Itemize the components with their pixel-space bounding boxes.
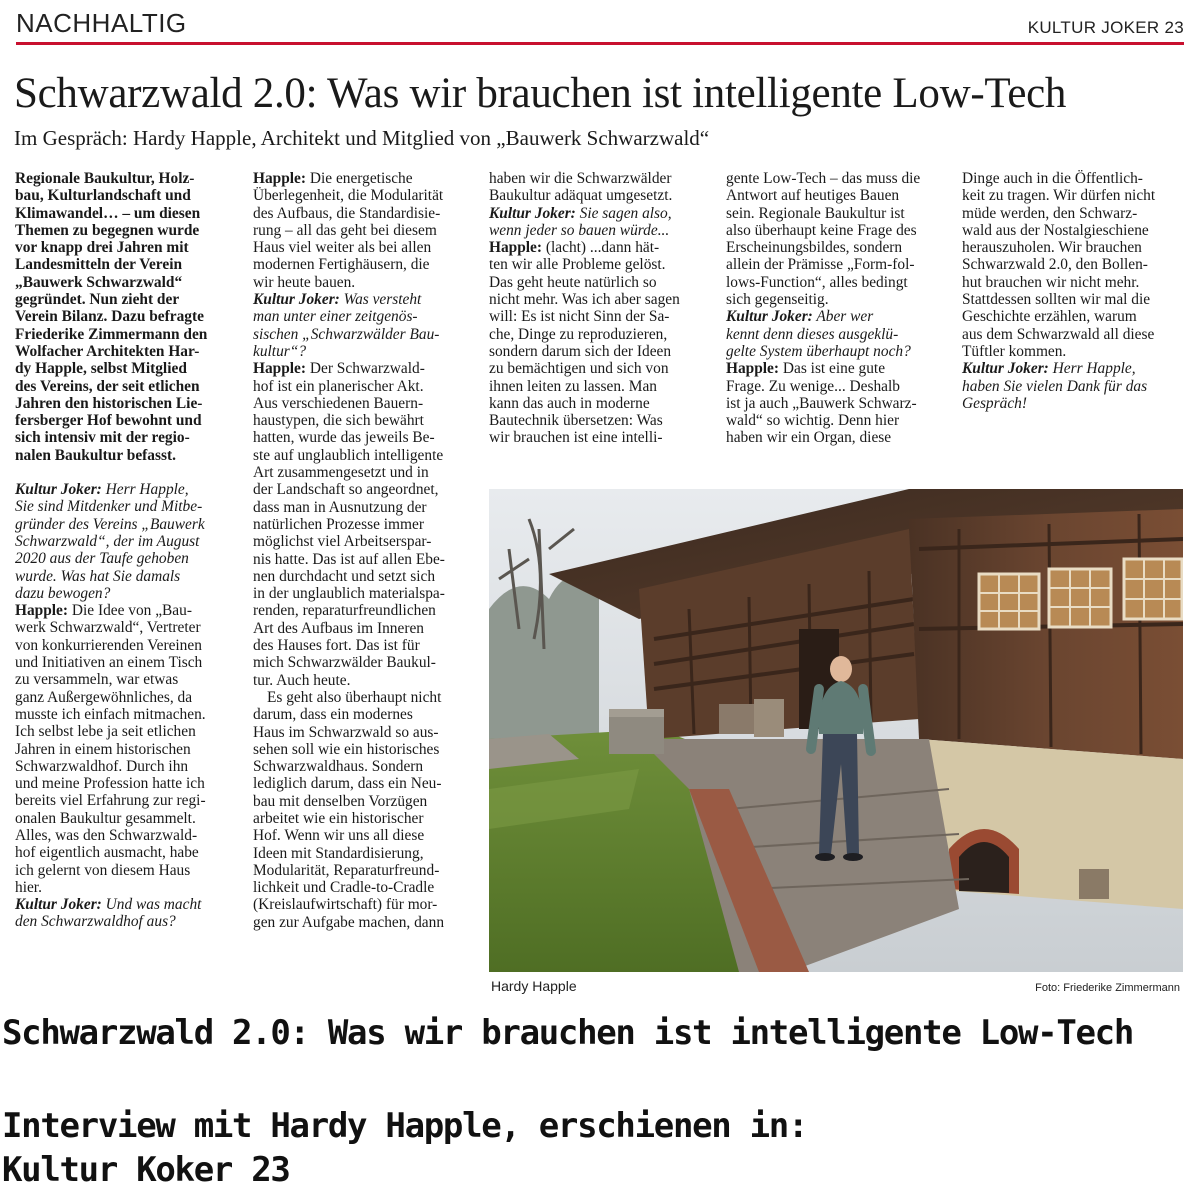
text-line: gegründet. Nun zieht der — [15, 291, 180, 309]
text-line: renden, reparaturfreundlichen — [253, 602, 436, 620]
text-line: haustypen, die sich bewährt — [253, 412, 424, 430]
text-line: gründer des Vereins „Bauwerk — [15, 515, 205, 533]
text-line: Friederike Zimmermann den — [15, 325, 208, 343]
article-column-4 — [726, 170, 947, 447]
text-line: Schwarzwald“, der im August — [15, 532, 200, 550]
text-line: Dinge auch in die Öffentlich- — [962, 170, 1143, 187]
question — [253, 291, 474, 360]
article-column-2 — [253, 170, 474, 931]
text-line: Aus verschiedenen Bauern- — [253, 394, 424, 412]
text-line: 2020 aus der Taufe gehoben — [15, 550, 189, 568]
text-line: wir heute bauen. — [253, 273, 356, 291]
page-header — [16, 6, 1184, 46]
article-column-3 — [489, 170, 711, 447]
text-line: Bautechnik übersetzen: Was — [489, 412, 663, 430]
text-line: ihnen leiten zu lassen. Man — [489, 377, 657, 395]
text-line: rung – all das geht bei diesem — [253, 221, 437, 239]
text-line: Haus viel weiter als bei allen — [253, 239, 432, 257]
text-line: Geschichte erzählen, warum — [962, 308, 1137, 326]
text-line: also überhaupt keine Frage des — [726, 221, 917, 239]
text-line: zu versammeln, war etwas — [15, 671, 179, 689]
text-line: sondern darum sich der Ideen — [489, 342, 672, 360]
text-line: und Initiativen an einem Tisch — [15, 654, 203, 672]
text-line: haben wir die Schwarzwälder — [489, 170, 672, 187]
text-line: ten wir alle Probleme gelöst. — [489, 256, 666, 274]
text-line: „Bauwerk Schwarzwald“ — [15, 273, 183, 291]
text-line: Art zusammengesetzt und in — [253, 464, 429, 482]
text-line: Happle: Das ist eine gute — [726, 360, 886, 378]
text-line: bereits viel Erfahrung zur regi- — [15, 792, 206, 810]
speaker-name: Kultur Joker: — [489, 204, 576, 222]
text-line: mich Schwarzwälder Baukul- — [253, 654, 436, 672]
text-line: sein. Regionale Baukultur ist — [726, 204, 905, 222]
text-line: haben Sie vielen Dank für das — [962, 377, 1148, 395]
text-line: che, Dinge zu reproduzieren, — [489, 325, 668, 343]
text-line: vor knapp drei Jahren mit — [15, 239, 189, 257]
text-line: haben wir ein Organ, diese — [726, 429, 892, 447]
text-line: fersberger Hof bewohnt und — [15, 412, 202, 430]
text-line: müde werden, den Schwarz- — [962, 204, 1138, 222]
text-line: Kultur Joker: Und was macht — [15, 896, 202, 914]
text-line: lichkeit und Cradle-to-Cradle — [253, 879, 435, 897]
text-line: kultur“? — [253, 342, 307, 360]
article-headline: Schwarzwald 2.0: Was wir brauchen ist intelligente Low-Tech — [14, 70, 1067, 117]
text-line: Ideen mit Standardisierung, — [253, 844, 424, 862]
publication-label: KULTUR JOKER 23 — [1027, 18, 1184, 37]
text-line: Kultur Joker: Herr Happle, — [15, 481, 189, 499]
text-line: Wolfacher Architekten Har- — [15, 342, 200, 360]
text-line: Happle: Der Schwarzwald- — [253, 360, 425, 378]
text-line: wir brauchen ist eine intelli- — [489, 429, 663, 447]
text-line: (Kreislaufwirtschaft) für mor- — [253, 896, 438, 914]
header-rule — [16, 42, 1184, 45]
text-line: des Aufbaus, die Standardisie- — [253, 204, 441, 222]
text-line: lediglich darum, dass ein Neu- — [253, 775, 442, 793]
text-line: Kultur Joker: Aber wer — [726, 308, 874, 326]
text-line: Schwarzwald 2.0, den Bollen- — [962, 256, 1148, 274]
text-line: wenn jeder so bauen würde... — [489, 221, 670, 239]
text-line: des Vereins, der seit etlichen — [15, 377, 200, 395]
text-line: keit zu tragen. Wir dürfen nicht — [962, 187, 1156, 205]
text-line: darum, dass ein modernes — [253, 706, 413, 724]
text-line: Ich selbst lebe ja seit etlichen — [15, 723, 196, 741]
text-line: wurde. Was hat Sie damals — [15, 567, 181, 585]
text-line: gente Low-Tech – das muss die — [726, 170, 921, 187]
speaker-name: Kultur Joker: — [15, 896, 102, 914]
answer — [253, 360, 474, 931]
text-line: Happle: (lacht) ...dann hät- — [489, 239, 660, 257]
text-line: sehen soll wie ein historisches — [253, 740, 440, 758]
text-line: Regionale Baukultur, Holz- — [15, 170, 195, 187]
text-line: wald aus der Nostalgieschiene — [962, 221, 1149, 239]
article-photo — [489, 489, 1183, 972]
text-line: Themen zu begegnen wurde — [15, 221, 200, 239]
text-line: Jahren in einem historischen — [15, 740, 191, 758]
question — [962, 360, 1183, 412]
text-line: Schwarzwaldhof. Durch ihn — [15, 757, 189, 775]
speaker-name: Happle: — [253, 170, 307, 187]
text-line: Schwarzwaldhaus. Sondern — [253, 758, 424, 776]
question — [726, 308, 947, 360]
bottom-source-line: Interview mit Hardy Happle, erschienen in: — [2, 1106, 808, 1146]
question — [489, 205, 711, 240]
text-line: des Hauses fort. Das ist für — [253, 637, 420, 655]
speaker-name: Happle: — [726, 360, 780, 378]
text-line: zu bemächtigen und sich von — [489, 360, 669, 378]
text-line: Haus im Schwarzwald so aus- — [253, 723, 439, 741]
text-line: ist ja auch „Bauwerk Schwarz- — [726, 394, 917, 412]
text-line: lows-Function“, alles bedingt — [726, 273, 908, 291]
text-line: dazu bewogen? — [15, 584, 111, 602]
text-line: gen zur Aufgabe machen, dann — [253, 913, 445, 931]
paragraph-gap — [15, 464, 237, 481]
article-column-5 — [962, 170, 1183, 412]
text-line: arbeitet wie ein historischer — [253, 809, 424, 827]
text-line: gelte System überhaupt noch? — [726, 342, 911, 360]
speaker-name: Kultur Joker: — [15, 481, 102, 499]
text-line: hier. — [15, 878, 42, 896]
answer — [15, 602, 237, 896]
text-line: Stattdessen sollten wir mal die — [962, 291, 1151, 309]
answer — [253, 170, 474, 291]
text-line: natürlichen Prozesse immer — [253, 515, 424, 533]
text-line: den Schwarzwaldhof aus? — [15, 913, 176, 931]
speaker-name: Kultur Joker: — [726, 308, 813, 326]
text-line: Hof. Wenn wir uns all diese — [253, 827, 425, 845]
text-line: tur. Auch heute. — [253, 671, 351, 689]
question — [15, 481, 237, 602]
text-line: Klimawandel… – um diesen — [15, 204, 201, 222]
text-line: Verein Bilanz. Dazu befragte — [15, 308, 204, 326]
text-line: hatten, wurde das jeweils Be- — [253, 429, 435, 447]
text-line: dass man in Ausnutzung der — [253, 498, 427, 516]
text-line: möglichst viel Arbeitserspar- — [253, 533, 432, 551]
text-line: onalen Baukultur gesammelt. — [15, 809, 196, 827]
text-line: nen durchdacht und setzt sich — [253, 567, 436, 585]
text-line: werk Schwarzwald“, Vertreter — [15, 619, 201, 637]
bottom-publication-line: Kultur Koker 23 — [2, 1150, 290, 1190]
text-line: nicht mehr. Was ich aber sagen — [489, 291, 680, 309]
bottom-title: Schwarzwald 2.0: Was wir brauchen ist intelligente Low-Tech — [2, 1013, 1134, 1053]
text-line: musste ich einfach mitmachen. — [15, 705, 206, 723]
text-line: will: Es ist nicht Sinn der Sa- — [489, 308, 670, 326]
text-line: Kultur Joker: Sie sagen also, — [489, 204, 672, 222]
photo-credit: Foto: Friederike Zimmermann — [1035, 982, 1180, 994]
text-line: Jahren den historischen Lie- — [15, 394, 203, 412]
text-line: wald“ so wichtig. Denn hier — [726, 412, 900, 430]
text-line: ganz Außergewöhnliches, da — [15, 688, 193, 706]
speaker-name: Happle: — [489, 239, 543, 257]
text-line: Kultur Joker: Herr Happle, — [962, 360, 1136, 378]
text-line: sischen „Schwarzwälder Bau- — [253, 325, 440, 343]
text-line: bau mit denselben Vorzügen — [253, 792, 428, 810]
text-line: und meine Profession hatte ich — [15, 775, 205, 793]
text-line: Happle: Die energetische — [253, 170, 413, 187]
text-line: aus dem Schwarzwald all diese — [962, 325, 1155, 343]
text-line: Gespräch! — [962, 394, 1027, 412]
speaker-name: Kultur Joker: — [962, 360, 1049, 378]
text-line: Kultur Joker: Was versteht — [253, 291, 422, 309]
text-line: Baukultur adäquat umgesetzt. — [489, 187, 673, 205]
text-line: Tüftler kommen. — [962, 342, 1067, 360]
text-line: Das geht heute natürlich so — [489, 273, 657, 291]
text-line: nis hatte. Das ist auf allen Ebe- — [253, 550, 445, 568]
text-line: hof ist ein planerischer Akt. — [253, 377, 424, 395]
text-line: Erscheinungsbildes, sondern — [726, 239, 903, 257]
question — [15, 896, 237, 931]
text-line: sich intensiv mit der regio- — [15, 429, 190, 447]
article-column-1 — [15, 170, 237, 931]
text-line: Landesmitteln der Verein — [15, 256, 183, 274]
text-line: von konkurrierenden Vereinen — [15, 636, 202, 654]
text-line: in der unglaublich materialspa- — [253, 585, 445, 603]
text-line: Happle: Die Idee von „Bau- — [15, 602, 192, 620]
text-line: Es geht also überhaupt nicht — [267, 688, 442, 706]
text-line: bau, Kulturlandschaft und — [15, 187, 191, 205]
speaker-name: Happle: — [15, 602, 69, 620]
article-subhead: Im Gespräch: Hardy Happle, Architekt und Mitglied von „Bauwerk Schwarzwald“ — [14, 126, 710, 150]
text-line: nalen Baukultur befasst. — [15, 446, 176, 464]
text-line: Modularität, Reparaturfreund- — [253, 861, 440, 879]
text-line: man unter einer zeitgenös- — [253, 308, 418, 326]
text-line: ich gelernt von diesem Haus — [15, 861, 191, 879]
text-line: der Landschaft so angeordnet, — [253, 481, 439, 499]
text-line: kann das auch in moderne — [489, 394, 650, 412]
text-line: Antwort auf heutiges Bauen — [726, 187, 900, 205]
text-line: Sie sind Mitdenker und Mitbe- — [15, 498, 203, 516]
text-line: allein der Prämisse „Form-fol- — [726, 256, 915, 274]
text-line: sich gegenseitig. — [726, 291, 829, 309]
intro-paragraph — [15, 170, 237, 464]
text-line: Alles, was den Schwarzwald- — [15, 826, 198, 844]
text-line: Frage. Zu wenige... Deshalb — [726, 377, 900, 395]
photo-caption: Hardy Happle — [491, 978, 577, 994]
text-line: modernen Fertighäusern, die — [253, 256, 430, 274]
text-line: Überlegenheit, die Modularität — [253, 187, 444, 205]
speaker-name: Happle: — [253, 360, 307, 378]
text-line: herauszuholen. Wir brauchen — [962, 239, 1142, 257]
text-line: Art des Aufbaus im Inneren — [253, 619, 424, 637]
speaker-name: Kultur Joker: — [253, 291, 340, 309]
text-line: dy Happle, selbst Mitglied — [15, 360, 187, 378]
text-line: hof eigentlich ausmacht, habe — [15, 844, 199, 862]
text-line: ste auf unglaublich intelligente — [253, 446, 444, 464]
text-line: kennt denn dieses ausgeklü- — [726, 325, 899, 343]
text-line: hut brauchen wir nicht mehr. — [962, 273, 1140, 291]
section-label: NACHHALTIG — [16, 8, 187, 38]
